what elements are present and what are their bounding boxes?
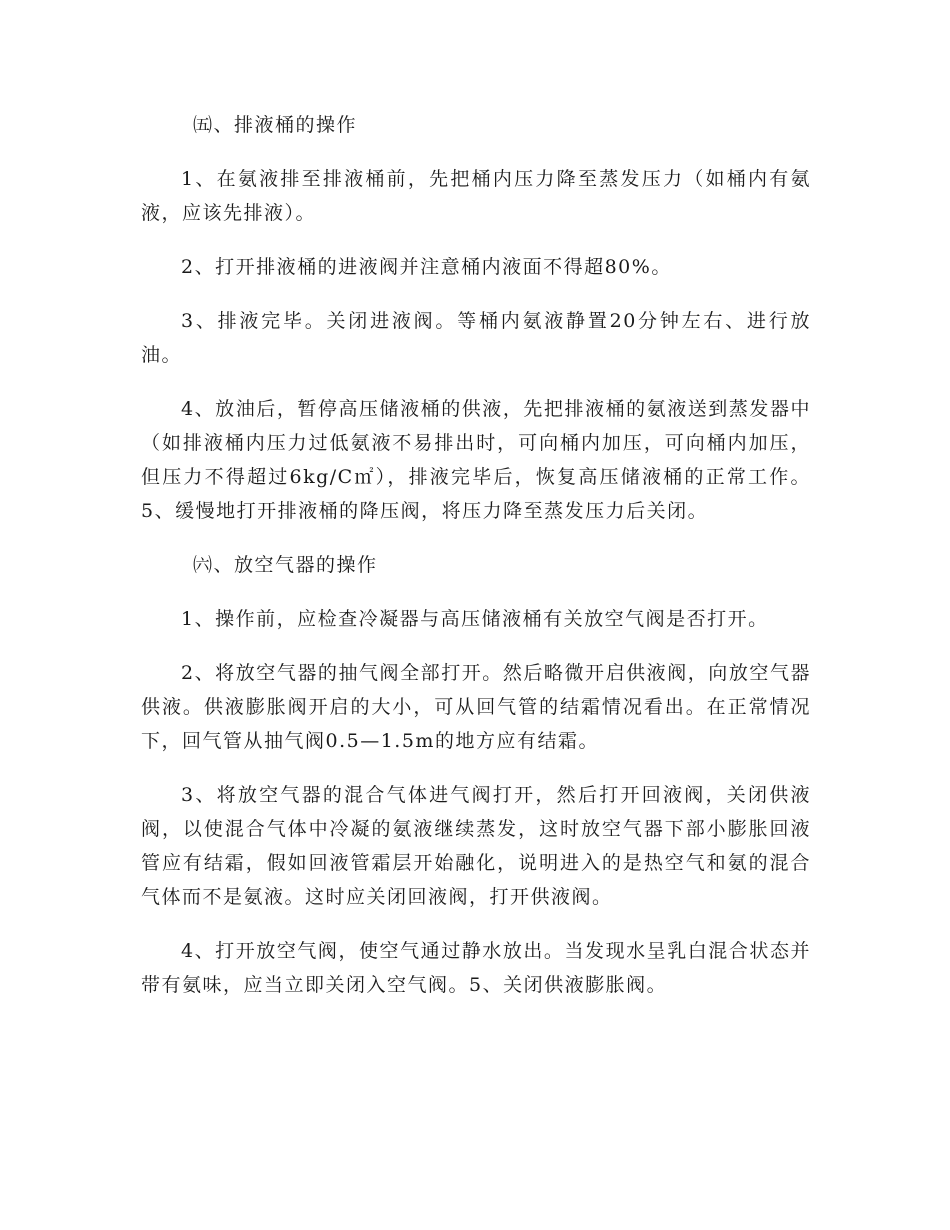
document-body (141, 108, 811, 1002)
paragraph: 1、在氨液排至排液桶前，先把桶内压力降至蒸发压力（如桶内有氨液，应该先排液）。 (141, 168, 811, 224)
paragraph: 4、放油后，暂停高压储液桶的供液，先把排液桶的氨液送到蒸发器中（如排液桶内压力过低氨液不易排出时，可向桶内加压，可向桶内加压，但压力不得超过6kg/C㎡），排液完毕后，恢复高压储液桶的正常工作。5、缓慢地打开排液桶的降压阀，将压力降至蒸发压力后关闭。 (141, 398, 811, 522)
section-heading-air-purger: ㈥、放空气器的操作 (193, 554, 378, 576)
paragraph: 3、将放空气器的混合气体进气阀打开，然后打开回液阀，关闭供液阀，以使混合气体中冷凝的氨液继续蒸发，这时放空气器下部小膨胀回液管应有结霜，假如回液管霜层开始融化，说明进入的是热空气和氨的混合气体而不是氨液。这时应关闭回液阀，打开供液阀。 (141, 784, 811, 908)
section-heading-drain-tank: ㈤、排液桶的操作 (193, 114, 358, 136)
paragraph: 1、操作前，应检查冷凝器与高压储液桶有关放空气阀是否打开。 (181, 608, 769, 630)
paragraph: 2、打开排液桶的进液阀并注意桶内液面不得超80%。 (181, 256, 672, 278)
paragraph: 3、排液完毕。关闭进液阀。等桶内氨液静置20分钟左右、进行放油。 (141, 310, 811, 366)
paragraph: 2、将放空气器的抽气阀全部打开。然后略微开启供液阀，向放空气器供液。供液膨胀阀开启的大小，可从回气管的结霜情况看出。在正常情况下，回气管从抽气阀0.5—1.5m的地方应有结霜。 (141, 662, 811, 752)
paragraph: 4、打开放空气阀，使空气通过静水放出。当发现水呈乳白混合状态并带有氨味，应当立即关闭入空气阀。5、关闭供液膨胀阀。 (141, 940, 811, 996)
